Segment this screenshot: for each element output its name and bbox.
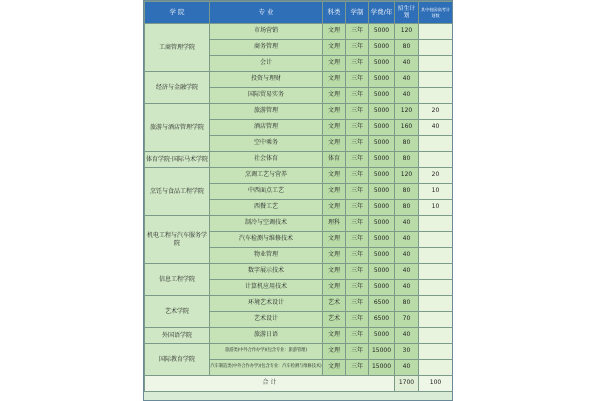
plan-cell: 160 [395, 120, 419, 136]
extra-cell [419, 40, 453, 56]
header-major: 专 业 [210, 2, 323, 24]
category-cell: 文理 [323, 24, 346, 40]
major-cell: 中西面点工艺 [210, 184, 323, 200]
category-cell: 文理 [323, 248, 346, 264]
major-cell: 制冷与空调技术 [210, 216, 323, 232]
duration-cell: 三年 [346, 72, 369, 88]
category-cell: 体育 [323, 152, 346, 168]
tuition-cell: 5000 [369, 120, 395, 136]
college-cell: 机电工程与汽车服务学院 [145, 216, 210, 264]
plan-cell: 80 [395, 152, 419, 168]
duration-cell: 三年 [346, 24, 369, 40]
extra-cell [419, 264, 453, 280]
header-extra: 其中校园高考计划数 [419, 2, 453, 24]
category-cell: 文理 [323, 168, 346, 184]
major-cell: 会计 [210, 56, 323, 72]
table-row [145, 296, 453, 312]
total-plan: 1700 [395, 376, 419, 392]
major-cell: 社会体育 [210, 152, 323, 168]
plan-cell: 70 [395, 312, 419, 328]
total-row [145, 376, 453, 392]
plan-cell: 40 [395, 248, 419, 264]
extra-cell: 10 [419, 200, 453, 216]
major-cell: 商务管理 [210, 40, 323, 56]
extra-cell: 20 [419, 168, 453, 184]
duration-cell: 三年 [346, 56, 369, 72]
plan-cell: 80 [395, 40, 419, 56]
plan-cell: 40 [395, 232, 419, 248]
category-cell: 文理 [323, 88, 346, 104]
category-cell: 文理 [323, 360, 346, 376]
tuition-cell: 15000 [369, 360, 395, 376]
extra-cell: 10 [419, 184, 453, 200]
tuition-cell: 5000 [369, 248, 395, 264]
major-cell: 空中乘务 [210, 136, 323, 152]
total-label: 合 计 [145, 376, 395, 392]
duration-cell: 三年 [346, 184, 369, 200]
table-row [145, 24, 453, 40]
plan-cell: 80 [395, 296, 419, 312]
major-cell: 旅游管理 [210, 104, 323, 120]
duration-cell: 三年 [346, 120, 369, 136]
category-cell: 文理 [323, 200, 346, 216]
extra-cell [419, 328, 453, 344]
enrollment-plan-table [144, 1, 453, 392]
category-cell: 文理 [323, 40, 346, 56]
plan-cell: 120 [395, 104, 419, 120]
major-cell: 艺术设计 [210, 312, 323, 328]
header-row [145, 2, 453, 24]
duration-cell: 三年 [346, 232, 369, 248]
major-cell: 酒店管理 [210, 120, 323, 136]
major-cell: 汽车制造类(中外合作办学)(包含专业：汽车检测与维修技术) [210, 360, 323, 376]
plan-cell: 40 [395, 56, 419, 72]
category-cell: 文理 [323, 120, 346, 136]
extra-cell [419, 280, 453, 296]
tuition-cell: 5000 [369, 168, 395, 184]
tuition-cell: 5000 [369, 56, 395, 72]
tuition-cell: 6500 [369, 296, 395, 312]
plan-cell: 40 [395, 88, 419, 104]
table-row [145, 104, 453, 120]
plan-cell: 40 [395, 264, 419, 280]
category-cell: 文理 [323, 280, 346, 296]
major-cell: 物业管理 [210, 248, 323, 264]
college-cell: 经济与金融学院 [145, 72, 210, 104]
duration-cell: 三年 [346, 328, 369, 344]
plan-cell: 40 [395, 216, 419, 232]
college-cell: 体育学院·国际马术学院 [145, 152, 210, 168]
duration-cell: 三年 [346, 136, 369, 152]
category-cell: 文理 [323, 344, 346, 360]
tuition-cell: 5000 [369, 216, 395, 232]
extra-cell: 40 [419, 120, 453, 136]
tuition-cell: 5000 [369, 184, 395, 200]
tuition-cell: 15000 [369, 344, 395, 360]
category-cell: 文理 [323, 104, 346, 120]
college-cell: 外国语学院 [145, 328, 210, 344]
tuition-cell: 5000 [369, 24, 395, 40]
college-cell: 国际教育学院 [145, 344, 210, 376]
table-row [145, 264, 453, 280]
duration-cell: 三年 [346, 264, 369, 280]
tuition-cell: 5000 [369, 264, 395, 280]
extra-cell [419, 312, 453, 328]
extra-cell: 20 [419, 104, 453, 120]
plan-cell: 80 [395, 184, 419, 200]
major-cell: 旅游类(中外合作办学)(包含专业：旅游管理) [210, 344, 323, 360]
category-cell: 理科 [323, 216, 346, 232]
major-cell: 西餐工艺 [210, 200, 323, 216]
extra-cell [419, 88, 453, 104]
extra-cell [419, 136, 453, 152]
tuition-cell: 6500 [369, 312, 395, 328]
extra-cell [419, 248, 453, 264]
tuition-cell: 5000 [369, 72, 395, 88]
plan-cell: 80 [395, 200, 419, 216]
duration-cell: 三年 [346, 200, 369, 216]
extra-cell [419, 56, 453, 72]
tuition-cell: 5000 [369, 104, 395, 120]
category-cell: 艺术 [323, 296, 346, 312]
tuition-cell: 5000 [369, 232, 395, 248]
major-cell: 烹调工艺与营养 [210, 168, 323, 184]
tuition-cell: 5000 [369, 152, 395, 168]
header-college: 学 院 [145, 2, 210, 24]
header-duration: 学制 [346, 2, 369, 24]
total-extra: 100 [419, 376, 453, 392]
tuition-cell: 5000 [369, 280, 395, 296]
table-row [145, 328, 453, 344]
major-cell: 市场营销 [210, 24, 323, 40]
college-cell: 烹饪与食品工程学院 [145, 168, 210, 216]
category-cell: 文理 [323, 264, 346, 280]
plan-cell: 40 [395, 360, 419, 376]
duration-cell: 三年 [346, 280, 369, 296]
major-cell: 旅游日语 [210, 328, 323, 344]
duration-cell: 三年 [346, 216, 369, 232]
major-cell: 投资与理财 [210, 72, 323, 88]
plan-cell: 120 [395, 168, 419, 184]
extra-cell [419, 344, 453, 360]
plan-cell: 30 [395, 344, 419, 360]
duration-cell: 三年 [346, 40, 369, 56]
duration-cell: 三年 [346, 152, 369, 168]
tuition-cell: 5000 [369, 136, 395, 152]
duration-cell: 三年 [346, 344, 369, 360]
duration-cell: 三年 [346, 104, 369, 120]
extra-cell [419, 296, 453, 312]
header-tuition: 学费/年 [369, 2, 395, 24]
category-cell: 文理 [323, 72, 346, 88]
extra-cell [419, 232, 453, 248]
tuition-cell: 5000 [369, 88, 395, 104]
header-category: 科类 [323, 2, 346, 24]
extra-cell [419, 24, 453, 40]
table-row [145, 72, 453, 88]
college-cell: 旅游与酒店管理学院 [145, 104, 210, 152]
tuition-cell: 5000 [369, 200, 395, 216]
major-cell: 国际贸易实务 [210, 88, 323, 104]
category-cell: 文理 [323, 232, 346, 248]
duration-cell: 三年 [346, 248, 369, 264]
table-row [145, 152, 453, 168]
category-cell: 文理 [323, 184, 346, 200]
tuition-cell: 5000 [369, 40, 395, 56]
college-cell: 信息工程学院 [145, 264, 210, 296]
table-row [145, 168, 453, 184]
duration-cell: 三年 [346, 360, 369, 376]
duration-cell: 三年 [346, 88, 369, 104]
table-row [145, 216, 453, 232]
tuition-cell: 5000 [369, 328, 395, 344]
plan-cell: 120 [395, 24, 419, 40]
plan-cell: 40 [395, 280, 419, 296]
plan-cell: 40 [395, 328, 419, 344]
duration-cell: 三年 [346, 296, 369, 312]
college-cell: 工商管理学院 [145, 24, 210, 72]
header-plan: 招生计划 [395, 2, 419, 24]
plan-cell: 80 [395, 136, 419, 152]
major-cell: 计算机应用技术 [210, 280, 323, 296]
college-cell: 艺术学院 [145, 296, 210, 328]
category-cell: 文理 [323, 136, 346, 152]
category-cell: 艺术 [323, 312, 346, 328]
extra-cell [419, 152, 453, 168]
extra-cell [419, 72, 453, 88]
major-cell: 数字展示技术 [210, 264, 323, 280]
category-cell: 文理 [323, 328, 346, 344]
plan-cell: 40 [395, 72, 419, 88]
extra-cell [419, 216, 453, 232]
major-cell: 环境艺术设计 [210, 296, 323, 312]
category-cell: 文理 [323, 56, 346, 72]
duration-cell: 三年 [346, 312, 369, 328]
major-cell: 汽车检测与维修技术 [210, 232, 323, 248]
extra-cell [419, 360, 453, 376]
table-row [145, 344, 453, 360]
duration-cell: 三年 [346, 168, 369, 184]
enrollment-table-frame [143, 0, 453, 401]
